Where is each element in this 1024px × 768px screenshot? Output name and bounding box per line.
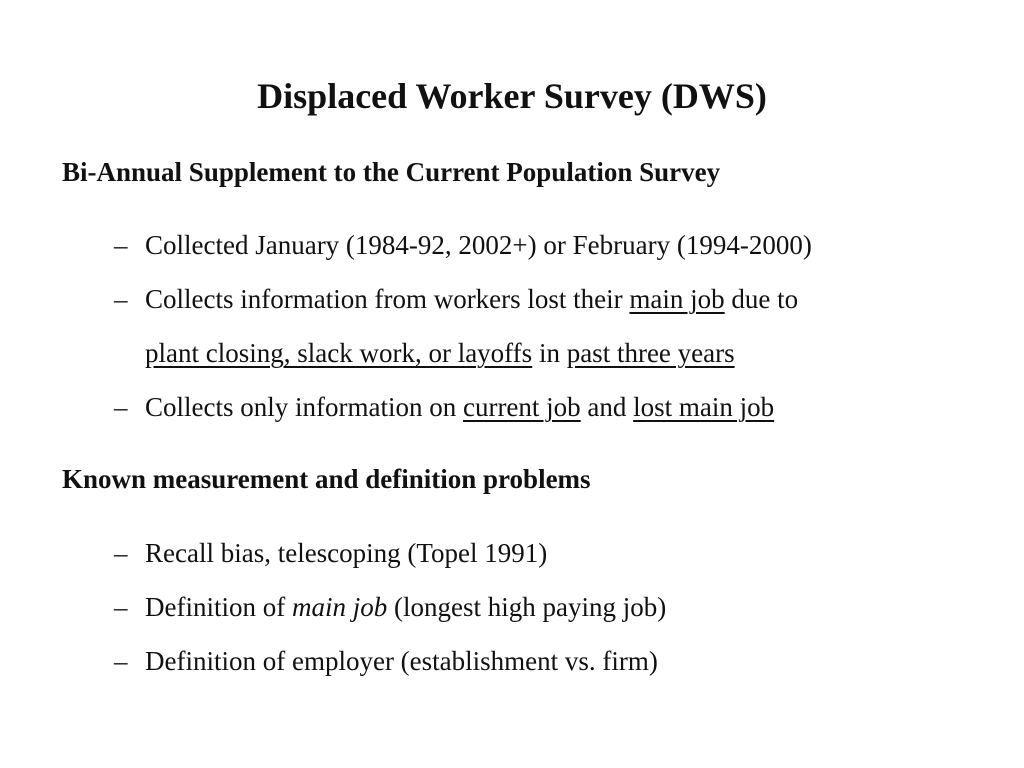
section-heading-known-problems: Known measurement and definition problems bbox=[62, 464, 591, 494]
bullet-text bbox=[145, 389, 774, 425]
bullet-text bbox=[145, 589, 666, 625]
text-segment: in bbox=[532, 338, 567, 368]
bullet-text bbox=[145, 281, 798, 317]
text-segment: due to bbox=[724, 284, 799, 314]
text-segment: Collects only information on bbox=[145, 392, 463, 422]
bullet-text: Recall bias, telescoping (Topel 1991) bbox=[145, 538, 548, 568]
text-segment: Collects information from workers lost their bbox=[145, 284, 630, 314]
text-segment: Definition of bbox=[145, 592, 292, 622]
text-segment: (longest high paying job) bbox=[387, 592, 667, 622]
underlined-term-lost-main-job: lost main job bbox=[633, 392, 775, 422]
bullet-dash: – bbox=[114, 230, 128, 260]
underlined-term-main-job: main job bbox=[629, 284, 725, 314]
underlined-term-plant-closing: plant closing, slack work, or layoffs bbox=[145, 338, 533, 368]
text-segment: and bbox=[580, 392, 634, 422]
bullet-dash: – bbox=[114, 592, 128, 622]
slide-title: Displaced Worker Survey (DWS) bbox=[257, 76, 767, 116]
bullet-dash: – bbox=[114, 538, 128, 568]
underlined-term-past-three-years: past three years bbox=[566, 338, 735, 368]
bullet-text bbox=[145, 335, 735, 371]
bullet-dash: – bbox=[114, 646, 128, 676]
section-heading-dws-supplement: Bi-Annual Supplement to the Current Population Survey bbox=[62, 157, 721, 187]
bullet-dash: – bbox=[114, 284, 128, 314]
bullet-text: Collected January (1984-92, 2002+) or February (1994-2000) bbox=[145, 230, 812, 260]
bullet-text: Definition of employer (establishment vs. firm) bbox=[145, 646, 658, 676]
bullet-dash: – bbox=[114, 392, 128, 422]
underlined-term-current-job: current job bbox=[462, 392, 581, 422]
italic-term-main-job: main job bbox=[291, 592, 388, 622]
